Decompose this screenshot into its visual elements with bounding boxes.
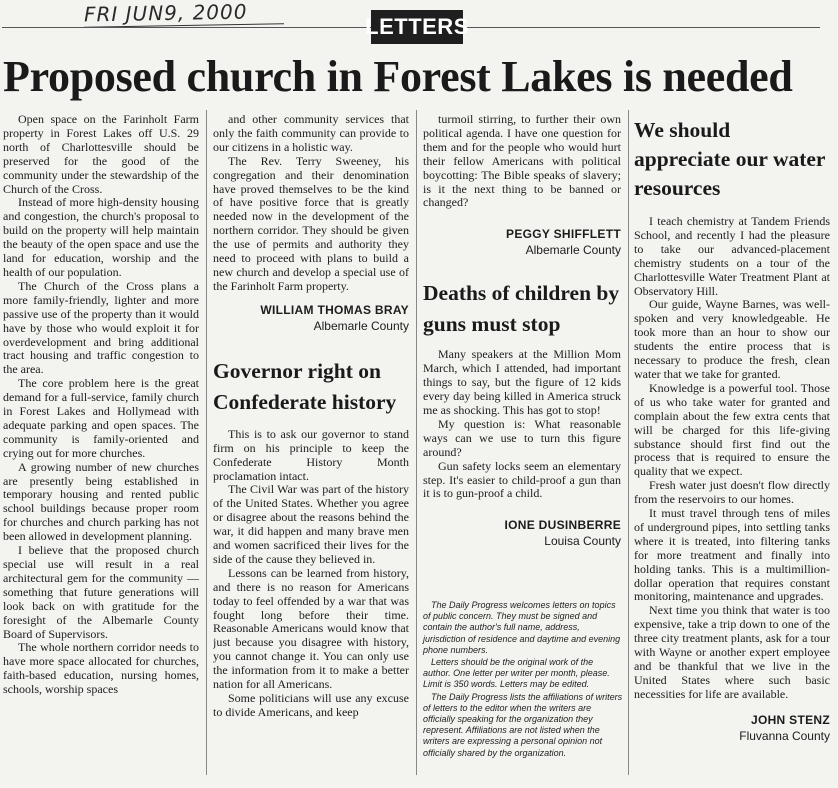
paragraph: Lessons can be learned from history, and there is no reason for Americans today to feel offended by a war that was fought long before their time. Reasonable Americans would know that just because you disagree with history, you cannot change it. You can only use the information from it to make a better nation for all Americans. xyxy=(213,565,409,692)
paragraph: The core problem here is the great demand for a full-service, family church in Forest Lakes and Hollymead with adequate parking and open spaces. The community is family-oriented and crying out for more churches. xyxy=(3,376,199,460)
paragraph: Gun safety locks seem an elementary step. It's easier to child-proof a gun than it is to gun-proof a child. xyxy=(423,458,621,501)
author-location: Fluvanna County xyxy=(739,728,830,743)
author-name: WILLIAM THOMAS BRAY xyxy=(260,302,409,317)
policy-paragraph: Letters should be the original work of the author. One letter per writer per month, please. Limit is 350 words. Letters may be edited. xyxy=(423,657,610,690)
letter-title-governor: Governor right on Confederate history xyxy=(213,358,397,414)
author-name: IONE DUSINBERRE xyxy=(504,518,621,533)
letters-policy-notice xyxy=(423,600,623,760)
paragraph: Some politicians will use any excuse to divide Americans, and keep xyxy=(213,691,409,719)
byline-bray xyxy=(213,302,409,334)
paragraph: I teach chemistry at Tandem Friends School, and recently I had the pleasure to take our advanced-placement chemistry students on a tour of the Charlottesville Water Treatment Plant at Observatory Hill. xyxy=(634,214,830,298)
paragraph: Knowledge is a powerful tool. Those of us who take water for granted and complain about the few extra cents that will be charged for this life-giving substance should first find out the process that is required to ensure the quality that we expect. xyxy=(634,380,830,479)
paragraph: turmoil stirring, to further their own political agenda. I have one question for them and for the people who would hurt their fellow Americans with political boycotting: The Bible speaks of slavery; is it the next thing to be banned or changed? xyxy=(423,113,621,210)
paragraph: and other community services that only the faith community can provide to our citizens in a holistic way. xyxy=(213,113,409,154)
author-location: Albemarle County xyxy=(313,318,409,333)
paragraph: The Church of the Cross plans a more family-friendly, lighter and more passive use of the property than it would have by those who would exploit it for overdevelopment and bring additional tract housing and traffic congestion to the area. xyxy=(3,278,199,377)
column-3 xyxy=(423,113,621,593)
column-divider xyxy=(206,110,207,775)
paragraph: The Rev. Terry Sweeney, his congregation and their denomination have proved themselves to be the kind of have positive force that is greatly needed now in the development of the northern corridor. They should be given the use of permits and authority they need to proceed with plans to build a new church and develop a special use of the Farinholt Farm property. xyxy=(213,153,409,293)
paragraph: My question is: What reasonable ways can we use to turn this figure around? xyxy=(423,416,621,459)
paragraph: It must travel through tens of miles of underground pipes, into settling tanks where it is treated, into filtering tanks for more treatment and finally into holding tanks. This is a multimillion-dollar operation that requires constant monitoring, maintenance and upgrades. xyxy=(634,506,830,604)
paragraph: I believe that the proposed church special use will result in a real architectural gem for the community — something that future generations will look back on with gratitude for the foresight of the Albemarle County Board of Supervisors. xyxy=(3,543,199,641)
column-2 xyxy=(213,113,409,775)
paragraph: Instead of more high-density housing and congestion, the church's proposal to build on the property will help maintain the beauty of the open space and use the land for education, worship and the health of our population. xyxy=(3,195,199,279)
paragraph: A growing number of new churches are presently being established in temporary housing and rented public school buildings because proper room for churches and church parking has not been allowed in development planning. xyxy=(3,459,199,544)
paragraph: The whole northern corridor needs to have more space allocated for churches, faith-based education, nursing homes, schools, worship spaces xyxy=(3,640,199,697)
byline-shifflett xyxy=(423,226,621,258)
paragraph: Many speakers at the Million Mom March, which I attended, had important things to say, but the figure of 12 kids every day being killed in America struck me as shocking. This has got to stop! xyxy=(423,347,621,417)
policy-paragraph: The Daily Progress lists the affiliations of writers of letters to the editor when the writers are officially speaking for the organization they represent. Affiliations are not listed when the writers are expressing a personal opinion not officially shared by the organization. xyxy=(423,691,623,758)
paragraph: The Civil War was part of the history of the United States. Whether you agree or disagree about the reasons behind the war, it did happen and many brave men and women sacrificed their lives for the side of the cause they believed in. xyxy=(213,482,409,566)
column-4 xyxy=(634,116,830,778)
byline-dusinberre xyxy=(423,517,621,549)
author-location: Albemarle County xyxy=(525,243,621,258)
main-headline: Proposed church in Forest Lakes is needed xyxy=(3,52,793,101)
column-divider xyxy=(628,110,629,775)
column-1 xyxy=(3,113,199,775)
paragraph: Next time you think that water is too expensive, take a trip down to one of the three city treatment plants, ask for a tour with Wayne or another expert employee and be thankful that we live in the United States where such basic necessities for life are available. xyxy=(634,603,830,701)
column-divider xyxy=(416,110,417,775)
letter-title-guns: Deaths of children by guns must stop xyxy=(423,281,620,337)
letter-title-water: We should appreciate our water resources xyxy=(634,118,826,200)
author-location: Louisa County xyxy=(544,534,621,549)
policy-paragraph: The Daily Progress welcomes letters on topics of public concern. They must be signed and contain the author's full name, address, jurisdiction of residence and daytime and evening phone numbers. xyxy=(423,600,621,655)
paragraph: Open space on the Farinholt Farm property in Forest Lakes off U.S. 29 north of Charlottesville should be preserved for the good of the community under the stewardship of the Church of the Cross. xyxy=(3,113,199,196)
handwritten-date: FRI JUN9, 2000 xyxy=(83,0,248,27)
paragraph: Fresh water just doesn't flow directly from the reservoirs to our homes. xyxy=(634,478,830,507)
author-name: JOHN STENZ xyxy=(750,712,830,727)
byline-stenz xyxy=(634,712,830,744)
paragraph: This is to ask our governor to stand firm on his principle to keep the Confederate History Month proclamation intact. xyxy=(213,426,409,483)
section-label: LETTERS xyxy=(371,10,463,44)
paragraph: Our guide, Wayne Barnes, was well-spoken and very knowledgeable. He took more than an hour to show our students the entire process that is necessary to produce the fresh, clean water that we take for granted. xyxy=(634,297,830,381)
author-name: PEGGY SHIFFLETT xyxy=(506,227,621,242)
